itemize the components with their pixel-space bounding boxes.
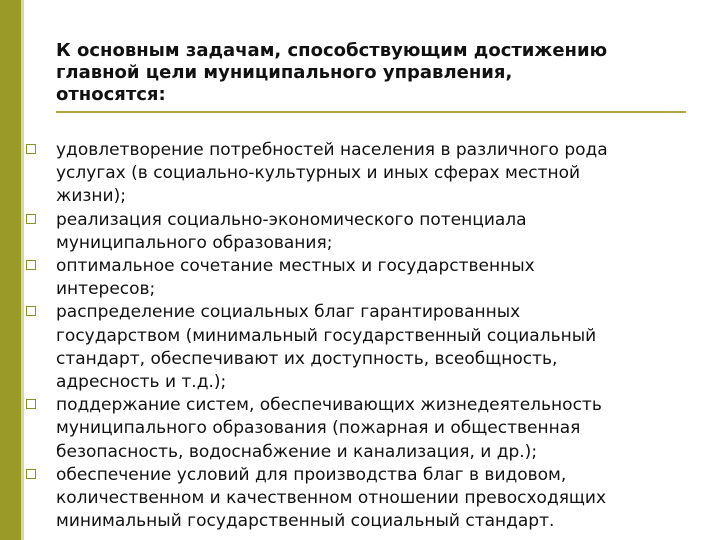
title-line: К основным задачам, способствующим достижению — [56, 40, 608, 61]
bullet-line: интересов; — [56, 279, 156, 300]
hollow-square-bullet-icon — [26, 144, 36, 154]
bullet-line: безопасность, водоснабжение и канализация, и др.); — [56, 441, 538, 462]
hollow-square-bullet-icon — [26, 306, 36, 316]
bullet-text — [56, 301, 706, 394]
bullet-line: обеспечение условий для производства благ в видовом, — [56, 464, 567, 485]
bullet-item — [26, 394, 706, 464]
bullet-item — [26, 255, 706, 301]
bullet-item — [26, 209, 706, 255]
title-underline — [56, 111, 686, 113]
bullet-text — [56, 394, 706, 464]
bullet-line: количественном и качественном отношении превосходящих — [56, 488, 607, 509]
bullet-line: реализация социально-экономического потенциала — [56, 209, 527, 230]
bullet-item — [26, 301, 706, 394]
bullet-line: жизни); — [56, 186, 126, 207]
bullet-text — [56, 209, 706, 255]
title-line: относятся: — [56, 84, 166, 105]
bullet-list — [26, 139, 706, 533]
bullet-line: оптимальное сочетание местных и государственных — [56, 256, 535, 277]
bullet-line: государством (минимальный государственный социальный — [56, 325, 597, 346]
bullet-text — [56, 464, 706, 534]
bullet-item — [26, 464, 706, 534]
title-line: главной цели муниципального управления, — [56, 62, 513, 83]
hollow-square-bullet-icon — [26, 469, 36, 479]
bullet-line: услугах (в социально-культурных и иных сферах местной — [56, 163, 581, 184]
hollow-square-bullet-icon — [26, 260, 36, 270]
bullet-line: стандарт, обеспечивают их доступность, всеобщность, — [56, 348, 558, 369]
bullet-line: поддержание систем, обеспечивающих жизнедеятельность — [56, 395, 602, 416]
bullet-item — [26, 139, 706, 209]
hollow-square-bullet-icon — [26, 399, 36, 409]
bullet-line: муниципального образования (пожарная и общественная — [56, 418, 581, 439]
bullet-line: удовлетворение потребностей населения в различного рода — [56, 140, 608, 160]
bullet-text — [56, 139, 706, 209]
slide-title — [56, 40, 686, 106]
side-decoration-stripe — [21, 0, 24, 540]
bullet-line: распределение социальных благ гарантированных — [56, 302, 521, 323]
side-decoration-bar — [0, 0, 21, 540]
bullet-line: адресность и т.д.); — [56, 372, 227, 393]
hollow-square-bullet-icon — [26, 214, 36, 224]
bullet-line: муниципального образования; — [56, 232, 333, 253]
bullet-line: минимальный государственный социальный стандарт. — [56, 511, 555, 532]
bullet-text — [56, 255, 706, 301]
